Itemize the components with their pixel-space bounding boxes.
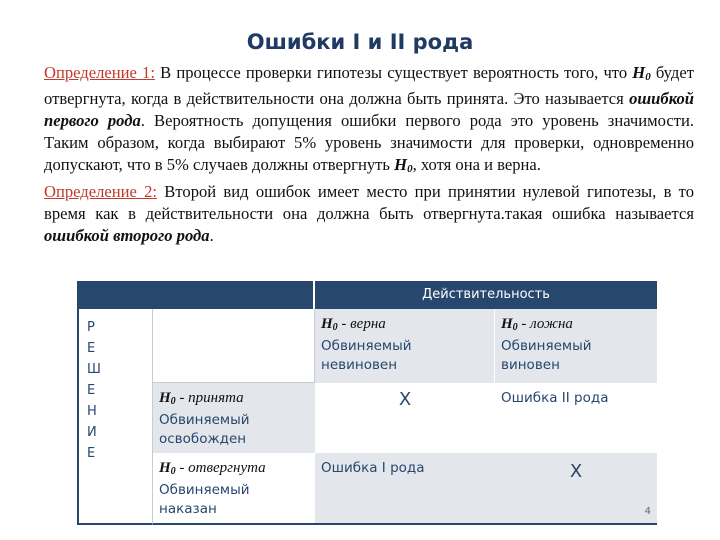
def2-text-2: . <box>209 226 214 245</box>
column-h0-false: H0 - ложна Обвиняемый виновен <box>495 309 657 383</box>
decision-vertical-label: Р Е Ш Е Н И Е <box>87 320 101 461</box>
type-2-error-label: Ошибка II рода <box>501 390 609 406</box>
def1-term: ошибкой первого рода <box>44 89 694 130</box>
decision-column <box>77 309 153 525</box>
definition-2 <box>44 181 694 247</box>
correct-decision-mark: Х <box>398 389 412 410</box>
def1-text-3: . Вероятность допущения ошибки первого рода это уровень значимости. Таким образом, когда выбирают 5% уровень значимости для проверки, одновременно допускают, что в 5% случаев должны отвергнуть <box>44 111 694 174</box>
cell-accept-false <box>495 383 657 453</box>
def1-text-1: В процессе проверки гипотезы существует вероятность того, что <box>154 63 633 82</box>
definition-2-label: Определение 2: <box>44 182 158 201</box>
type-1-error-label: Ошибка I рода <box>321 460 425 476</box>
slide-title: Ошибки I и II рода <box>246 30 474 54</box>
column-h0-true: H0 - верна Обвиняемый невиновен <box>315 309 495 383</box>
row-h0-accepted: H0 - принята Обвиняемый освобожден <box>153 383 315 453</box>
def1-h0: H0 <box>632 63 651 83</box>
def1-text-2: будет отвергнута, когда в действительности она должна быть принята. Это называется <box>44 63 694 108</box>
def2-term: ошибкой второго рода <box>44 226 210 245</box>
table-corner-cell <box>153 309 315 383</box>
cell-accept-true <box>315 383 495 453</box>
cell-reject-true <box>315 453 495 525</box>
row-h0-rejected: H0 - отвергнута Обвиняемый наказан <box>153 453 315 525</box>
page-number: 4 <box>644 506 651 517</box>
definitions-text <box>44 62 694 248</box>
definition-1-label: Определение 1: <box>44 63 155 82</box>
correct-decision-mark-2: Х <box>569 461 583 482</box>
cell-reject-false <box>495 453 657 525</box>
table-header-empty <box>77 281 315 309</box>
def2-text-1: Второй вид ошибок имеет место при принятии нулевой гипотезы, в то время как в действительности она должна быть отвергнута.такая ошибка называется <box>44 182 694 223</box>
error-types-table <box>77 281 657 525</box>
table-header-reality: Действительность <box>315 281 657 309</box>
definition-1 <box>44 62 694 180</box>
def1-h0-2: H0 <box>394 155 413 175</box>
def1-text-4: , хотя она и верна. <box>412 155 541 174</box>
